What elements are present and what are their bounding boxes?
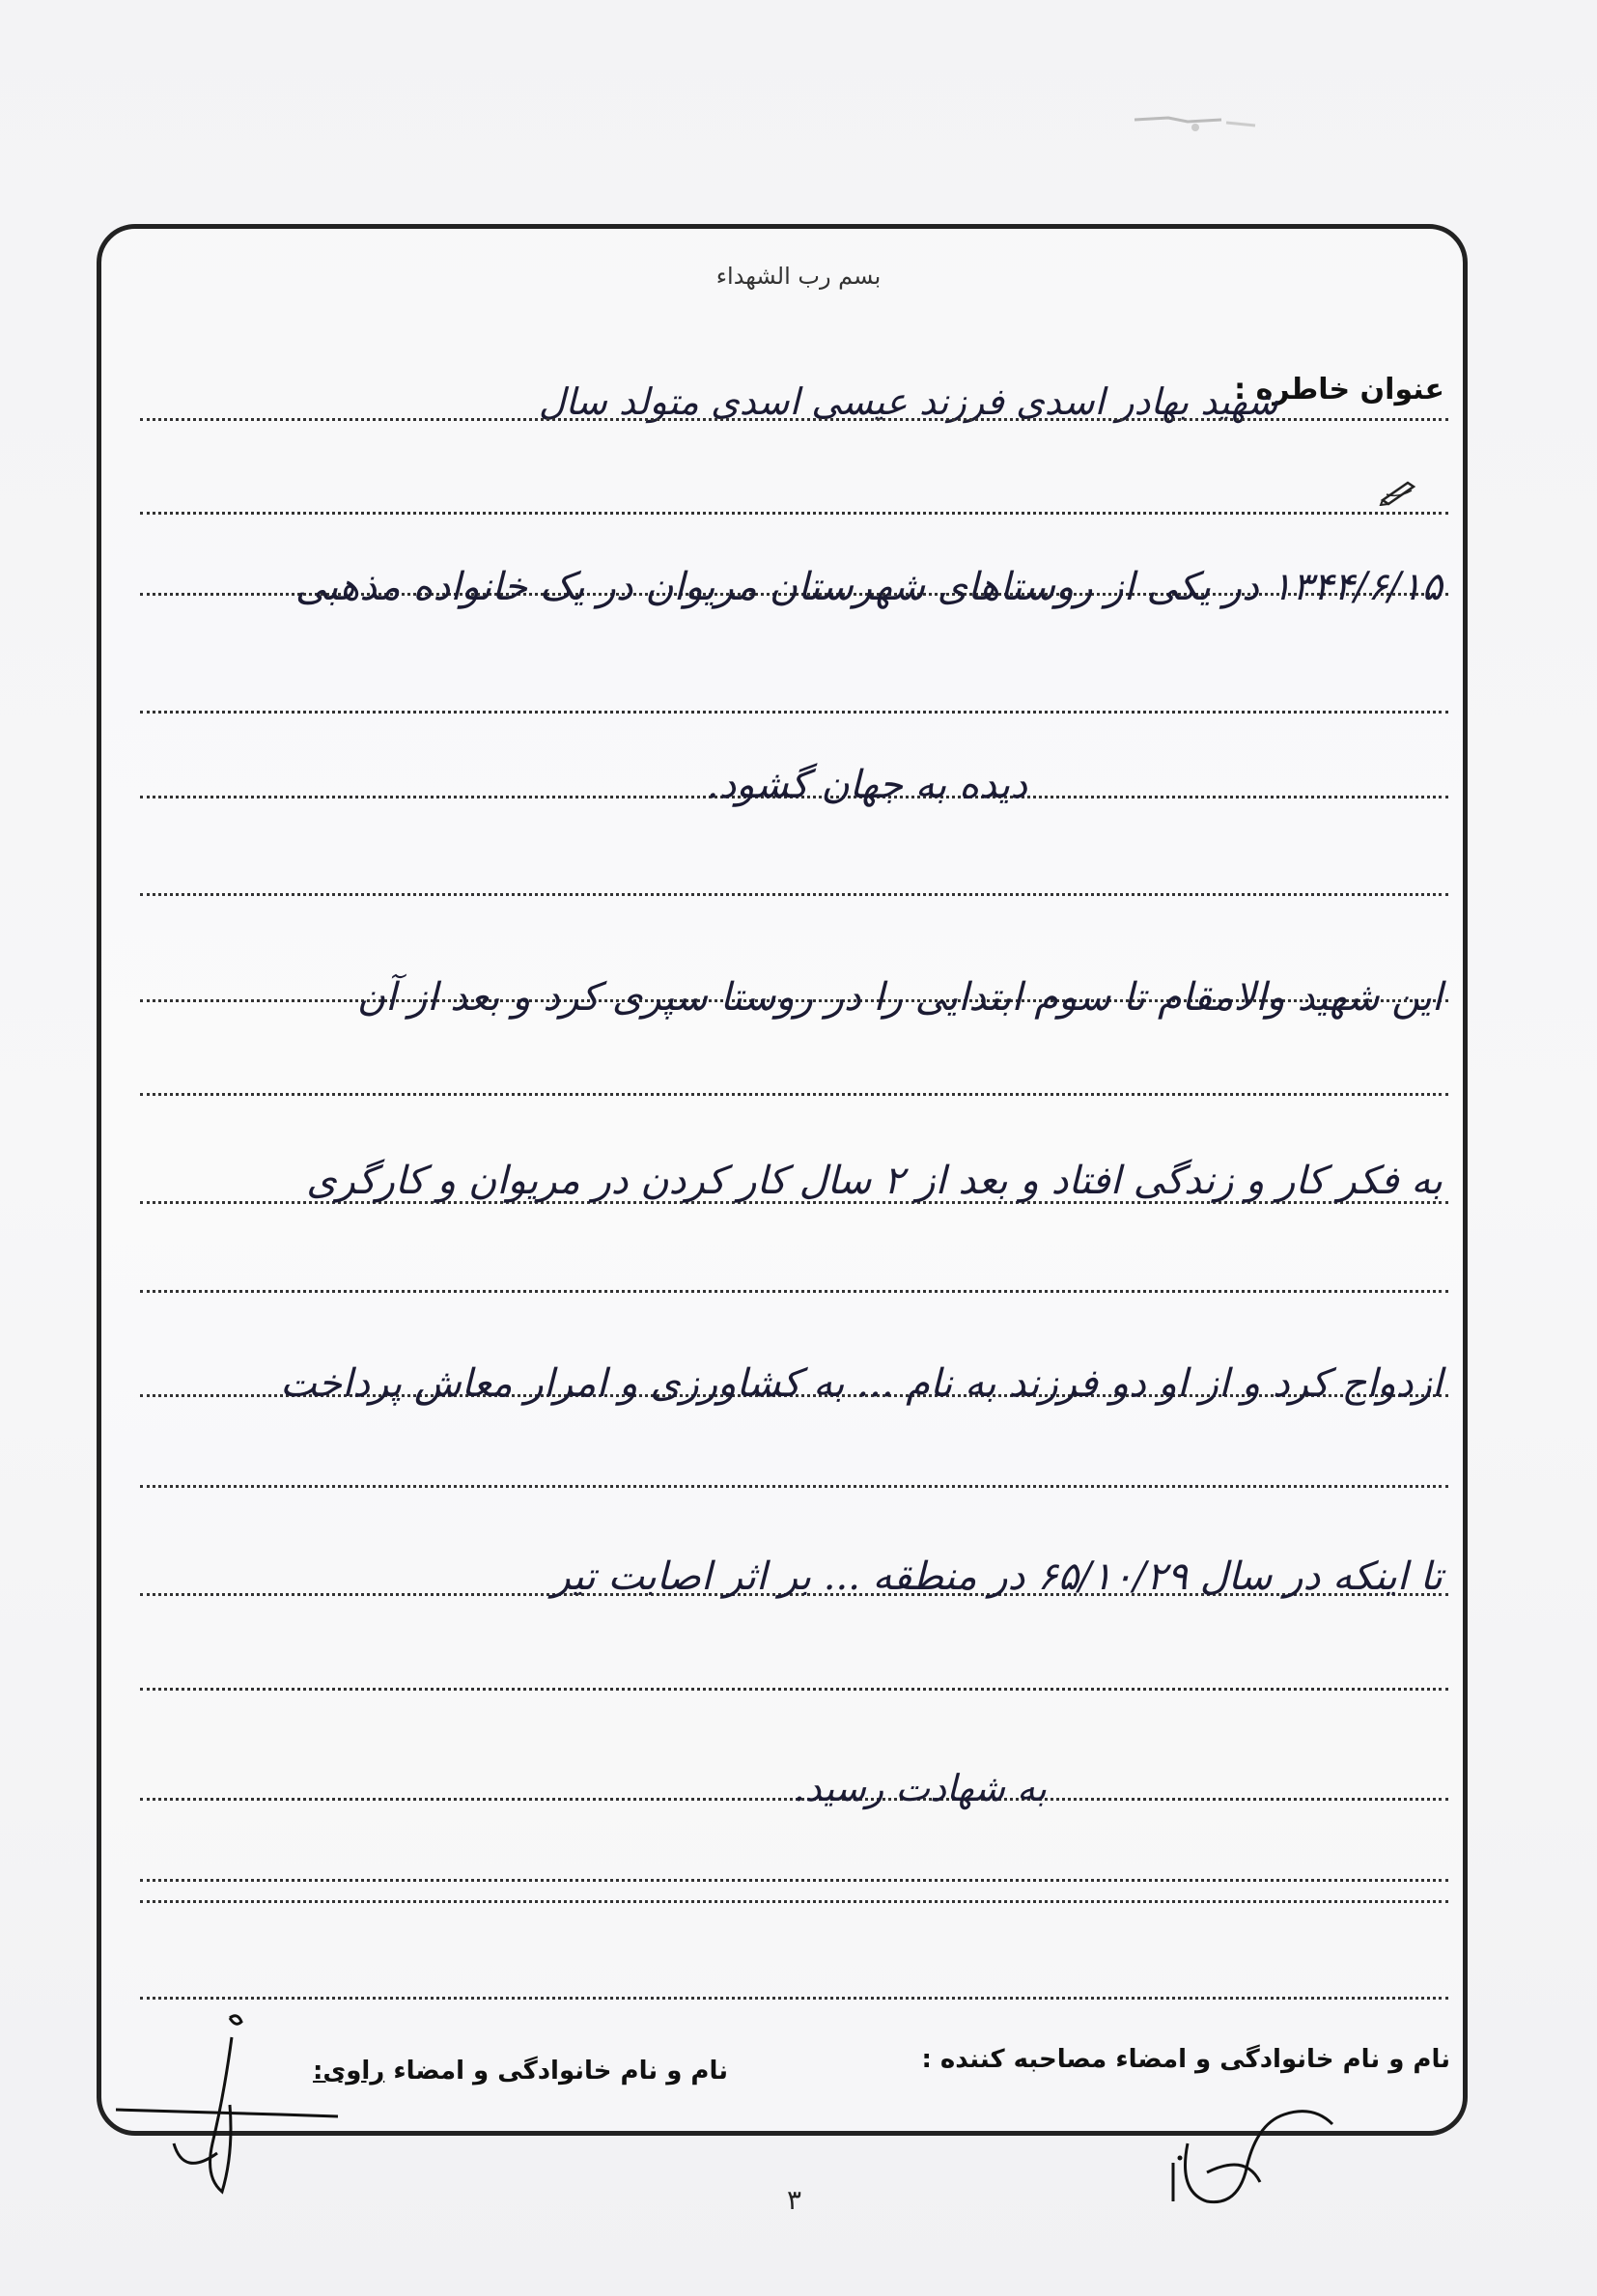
handwritten-line: به فکر کار و زندگی افتاد و بعد از ۲ سال کار کردن در مریوان و کارگری [306, 1159, 1443, 1203]
narrator-label-prefix: نام و نام خانوادگی و امضاء [384, 2057, 728, 2086]
page-number: ۳ [787, 2184, 802, 2216]
ruled-line [140, 893, 1448, 896]
pen-icon [1379, 477, 1417, 506]
ruled-line [140, 512, 1448, 515]
handwritten-line: دیده به جهان گشود. [706, 763, 1027, 807]
ruled-line [140, 418, 1448, 421]
interviewer-signature [1168, 2086, 1361, 2221]
staple-mark [1130, 108, 1265, 137]
handwritten-line: ازدواج کرد و از او دو فرزند به نام ... به کشاورزی و امرار معاش پرداخت [280, 1361, 1443, 1406]
ruled-line [140, 1997, 1448, 2000]
ruled-line [140, 1879, 1448, 1882]
memoir-title-label: عنوان خاطره : [1234, 373, 1444, 406]
handwritten-line: این شهید والامقام تا سوم ابتدایی را در روستا سپری کرد و بعد از آن [356, 975, 1443, 1020]
handwritten-line: تا اینکه در سال ۶۵/۱۰/۲۹ در منطقه ... بر اثر اصابت تیر [551, 1554, 1443, 1599]
ruled-line [140, 1900, 1448, 1903]
narrator-signature [116, 2008, 463, 2201]
interviewer-signature-label: نام و نام خانوادگی و امضاء مصاحبه کننده : [921, 2045, 1450, 2074]
ruled-line [140, 1290, 1448, 1293]
handwritten-line: به شهادت رسید. [793, 1767, 1047, 1809]
memoir-title-value: شهید بهادر اسدی فرزند عیسی اسدی متولد سال [538, 380, 1278, 423]
bismillah-header: بسم رب الشهداء [715, 263, 882, 290]
narrator-label-underlined: راوی: [312, 2057, 385, 2086]
handwritten-line: ۱۳۴۴/۶/۱۵ در یکی از روستاهای شهرستان مریوان در یک خانواده مذهبی [294, 565, 1443, 609]
ruled-line [140, 1485, 1448, 1488]
ruled-line [140, 1688, 1448, 1691]
ruled-line [140, 711, 1448, 714]
ruled-line [140, 1093, 1448, 1096]
